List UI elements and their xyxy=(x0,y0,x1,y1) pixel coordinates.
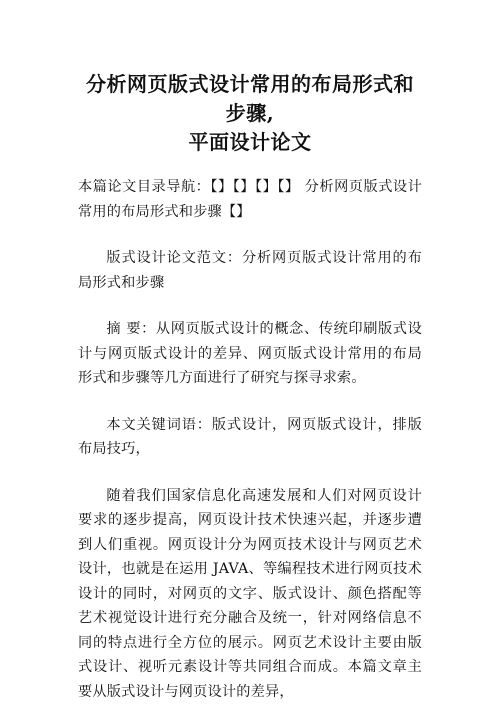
paragraph-keywords: 本文关键词语：版式设计，网页版式设计，排版布局技巧， xyxy=(78,416,422,457)
paragraph-abstract: 摘 要：从网页版式设计的概念、传统印刷版式设计与网页版式设计的差异、网页版式设计常用的布局形式和步骤等几方面进行了研究与探寻求索。 xyxy=(78,321,422,386)
title-line-2: 平面设计论文 xyxy=(188,130,312,154)
title-line-1: 分析网页版式设计常用的布局形式和步骤, xyxy=(86,72,414,125)
paragraph-body: 随着我们国家信息化高速发展和人们对网页设计要求的逐步提高，网页设计技术快速兴起，并逐步遭到人们重视。网页设计分为网页技术设计与网页艺术设计，也就是在运用 JAVA、等编程技术进行网页技术设计的同时，对网页的文字、版式设计、颜色搭配等艺术视觉设计进行充分融合及统一，针对网络信息不同的特点进行全方位的展示。网页艺术设计主要由版式设计、视听元素设计等共同组合而成。本篇文章主要从版式设计与网页设计的差异， xyxy=(78,487,422,700)
document-title xyxy=(78,70,422,157)
paragraph-toc-navigation: 本篇论文目录导航：【】【】【】【】 分析网页版式设计常用的布局形式和步骤【】 xyxy=(78,179,422,220)
paragraph-paper-sample: 版式设计论文范文：分析网页版式设计常用的布局形式和步骤 xyxy=(78,250,422,291)
